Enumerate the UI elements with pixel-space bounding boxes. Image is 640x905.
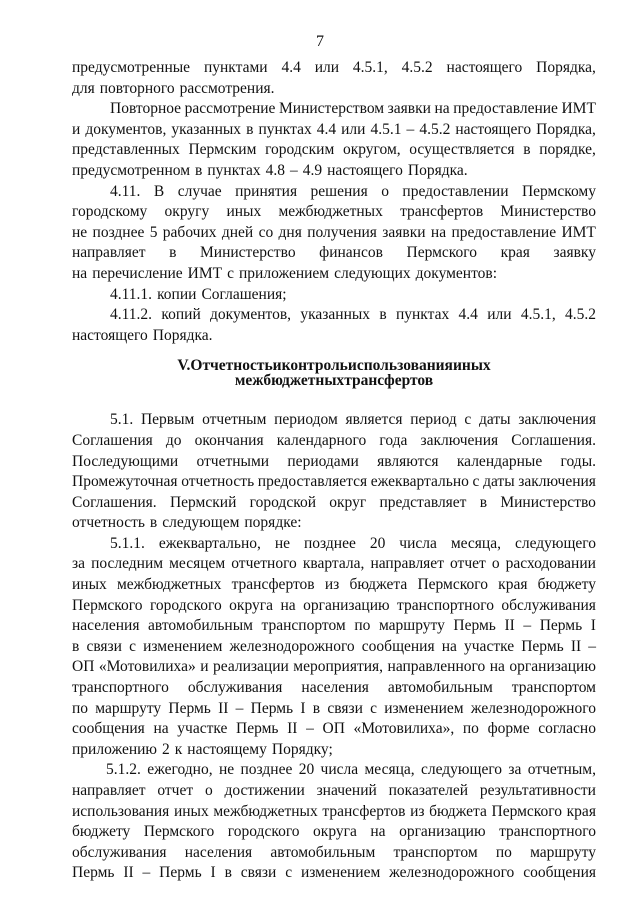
text-line: предусмотренном в пунктах 4.8 – 4.9 настоящего Порядка. — [72, 161, 468, 179]
text-line: не позднее 5 рабочих дней со дня получения заявки на предоставление ИМТ — [72, 223, 596, 241]
text-line: Пермского городского округа на организацию транспортного обслуживания — [72, 596, 596, 614]
text-line: обслуживания населения автомобильным транспортом по маршруту — [72, 843, 596, 861]
text-line: 4.11.2. копий документов, указанных в пунктах 4.4 или 4.5.1, 4.5.2 — [110, 306, 596, 324]
text-line: настоящего Порядка. — [72, 326, 213, 344]
text-line: ОП «Мотовилиха» и реализации мероприятия, направленного на организацию — [72, 658, 596, 676]
text-line: населения автомобильным транспортом по маршруту Пермь II – Пермь I — [72, 617, 596, 635]
text-line: 5.1.2. ежегодно, не позднее 20 числа месяца, следующего за отчетным, — [106, 761, 596, 779]
text-line: Соглашения. Пермский городской округ представляет в Министерство — [72, 493, 596, 511]
text-line: Промежуточная отчетность предоставляется ежеквартально с даты заключения — [72, 473, 596, 491]
text-line: Пермь II – Пермь I в связи с изменением железнодорожного сообщения — [72, 864, 596, 882]
text-line: Соглашения до окончания календарного года заключения Соглашения. — [72, 431, 596, 449]
text-line: приложению 2 к настоящему Порядку; — [72, 740, 333, 758]
text-line: сообщения на участке Пермь II – ОП «Мотовилиха», по форме согласно — [72, 720, 596, 738]
text-line: в связи с изменением железнодорожного сообщения на участке Пермь II – — [72, 637, 596, 655]
text-line: транспортного обслуживания населения автомобильным транспортом — [72, 679, 596, 697]
text-line: направляет в Министерство финансов Пермского края заявку — [72, 244, 596, 262]
text-line: 4.11.1. копии Соглашения; — [110, 285, 287, 303]
text-line: на перечисление ИМТ с приложением следующих документов: — [72, 264, 498, 282]
text-line: для повторного рассмотрения. — [72, 79, 275, 97]
text-line: по маршруту Пермь II – Пермь I в связи с изменением железнодорожного — [72, 699, 596, 717]
text-line: Повторное рассмотрение Министерством заявки на предоставление ИМТ — [110, 100, 596, 118]
text-line: и документов, указанных в пунктах 4.4 или 4.5.1 – 4.5.2 настоящего Порядка, — [72, 120, 596, 138]
text-line: направляет отчет о достижении значений показателей результативности — [72, 782, 596, 799]
text-line: иных межбюджетных трансфертов из бюджета Пермского края бюджету — [72, 576, 596, 594]
text-line: предусмотренные пунктами 4.4 или 4.5.1, 4.5.2 настоящего Порядка, — [72, 59, 596, 76]
text-line: использования иных межбюджетных трансфертов из бюджета Пермского края — [72, 802, 596, 820]
text-line: бюджету Пермского городского округа на организацию транспортного — [72, 823, 596, 841]
section-heading-line: V. Отчетность и контроль использования иных — [177, 357, 491, 375]
text-line: 4.11. В случае принятия решения о предоставлении Пермскому — [110, 182, 596, 200]
section-heading-line: межбюджетных трансфертов — [234, 372, 434, 390]
document-body — [72, 58, 596, 884]
text-line: 5.1. Первым отчетным периодом является период с даты заключения — [110, 411, 596, 429]
text-line: Последующими отчетными периодами являются календарные годы. — [72, 452, 596, 470]
page-number: 7 — [316, 33, 324, 50]
text-line: представленных Пермским городским округом, осуществляется в порядке, — [72, 141, 596, 159]
text-line: за последним месяцем отчетного квартала, направляет отчет о расходовании — [72, 555, 596, 573]
text-line: городскому округу иных межбюджетных трансфертов Министерство — [72, 203, 596, 221]
text-line: 5.1.1. ежеквартально, не позднее 20 числа месяца, следующего — [110, 534, 596, 552]
text-line: отчетность в следующем порядке: — [72, 514, 302, 532]
